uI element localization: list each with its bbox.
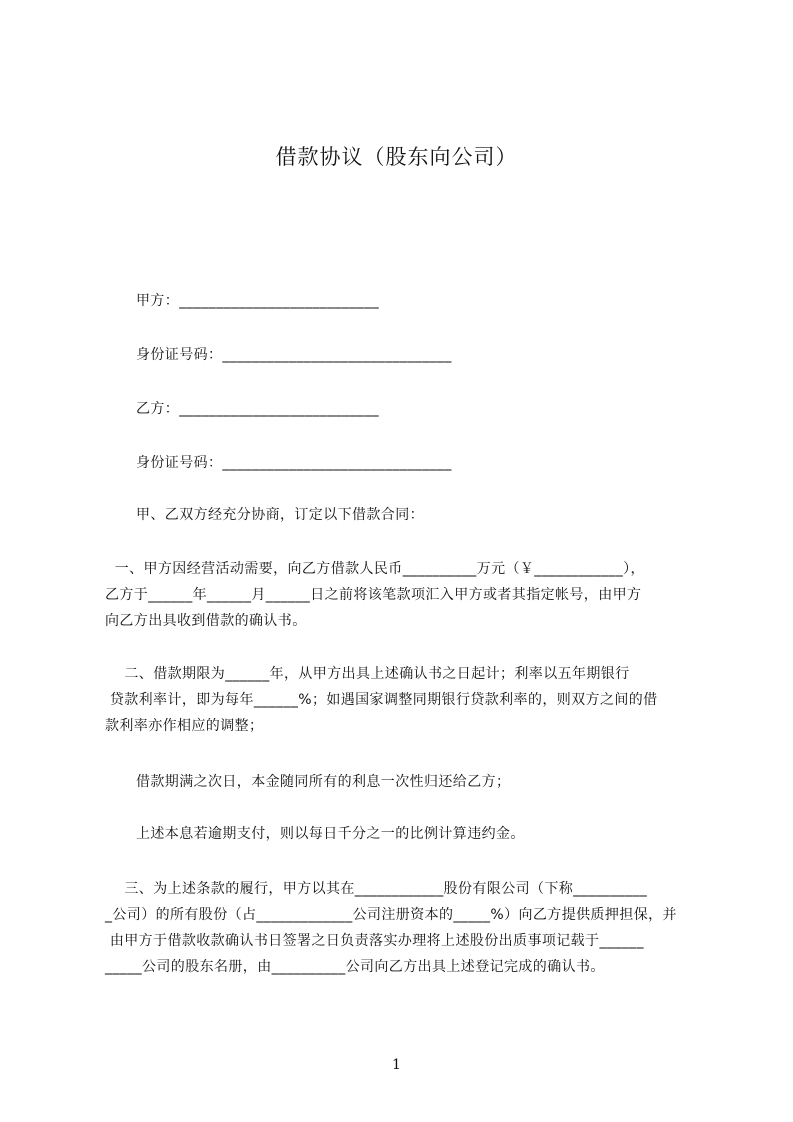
clause-3-line: _公司）的所有股份（占_____________公司注册资本的_____%）向乙方提供质押担保，并 <box>105 907 677 923</box>
overdue-text: 上述本息若逾期支付，则以每日千分之一的比例计算违约金。 <box>136 826 525 842</box>
clause-3-line: _____公司的股东名册，由__________公司向乙方出具上述登记完成的确认书。 <box>105 959 605 975</box>
clause-2 <box>105 661 703 739</box>
clause-2-line: 二、借款期限为______年，从甲方出具上述确认书之日起计；利率以五年期银行 <box>105 666 630 682</box>
party-b-id-line: 身份证号码：_______________________________ <box>136 455 452 471</box>
party-a-line: 甲方：___________________________ <box>136 293 379 309</box>
clause-2-line: 贷款利率计，即为每年______%；如遇国家调整同期银行贷款利率的，则双方之间的借 <box>105 692 658 708</box>
party-b-line: 乙方：___________________________ <box>136 401 379 417</box>
clause-1-line: 一、甲方因经营活动需要，向乙方借款人民币__________万元（￥____________）， <box>105 561 645 577</box>
page-number: 1 <box>392 1057 401 1073</box>
clause-3-line: 三、为上述条款的履行，甲方以其在____________股份有限公司（下称__________ <box>105 881 648 897</box>
intro-text: 甲、乙双方经充分协商，订定以下借款合同： <box>136 507 424 523</box>
clause-1-line: 乙方于______年______月______日之前将该笔款项汇入甲方或者其指定帐号，由甲方 <box>105 587 642 603</box>
clause-3-line: 由甲方于借款收款确认书日签署之日负责落实办理将上述股份出质事项记载于______ <box>105 933 644 949</box>
page-title: 借款协议（股东向公司） <box>275 145 518 169</box>
clause-1 <box>105 556 703 634</box>
clause-1-line: 向乙方出具收到借款的确认书。 <box>105 613 307 629</box>
clause-2-line: 款利率亦作相应的调整； <box>105 718 264 734</box>
party-a-id-line: 身份证号码：_______________________________ <box>136 347 452 363</box>
clause-3 <box>105 876 703 980</box>
maturity-text: 借款期满之次日，本金随同所有的利息一次性归还给乙方； <box>136 774 511 790</box>
